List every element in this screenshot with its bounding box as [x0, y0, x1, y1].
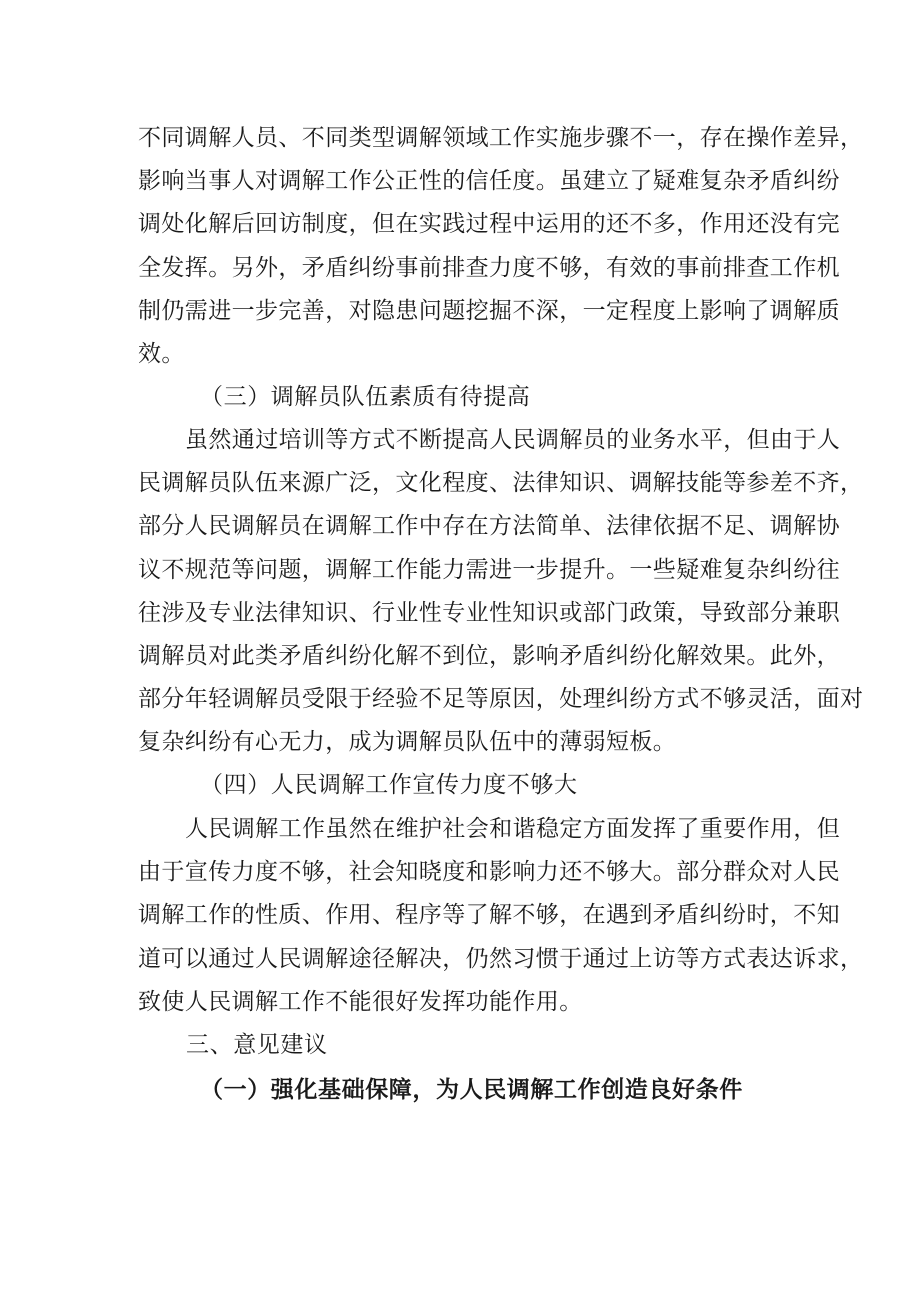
text-line: 部分人民调解员在调解工作中存在方法简单、法律依据不足、调解协: [138, 513, 840, 540]
text-line: 议不规范等问题，调解工作能力需进一步提升。一些疑难复杂纠纷往: [138, 556, 840, 583]
text-line: 部分年轻调解员受限于经验不足等原因，处理纠纷方式不够灵活，面对: [138, 686, 864, 713]
paragraph-publicity: [138, 808, 864, 1024]
paragraph-mediator-quality: [138, 419, 864, 765]
subheading-mediator-quality: （三）调解员队伍素质有待提高: [200, 384, 531, 410]
text-line: 调处化解后回访制度，但在实践过程中运用的还不多，作用还没有完: [138, 211, 840, 238]
section-heading-suggestions: 三、意见建议: [186, 1032, 328, 1058]
text-line: 制仍需进一步完善，对隐患问题挖掘不深，一定程度上影响了调解质: [138, 297, 840, 324]
text-line: 虽然通过培训等方式不断提高人民调解员的业务水平，但由于人: [185, 427, 841, 453]
text-line: 道可以通过人民调解途径解决，仍然习惯于通过上访等方式表达诉求，: [138, 945, 864, 972]
text-line: 人民调解工作虽然在维护社会和谐稳定方面发挥了重要作用，但: [185, 816, 841, 842]
text-line: 致使人民调解工作不能很好发挥功能作用。: [138, 988, 583, 1015]
paragraph-mediation-procedure: [138, 117, 864, 376]
subheading-strengthen-foundation: （一）强化基础保障，为人民调解工作创造良好条件: [200, 1076, 743, 1103]
text-line: 复杂纠纷有心无力，成为调解员队伍中的薄弱短板。: [138, 729, 677, 756]
text-line: 民调解员队伍来源广泛，文化程度、法律知识、调解技能等参差不齐，: [138, 470, 864, 497]
text-line: 调解员对此类矛盾纠纷化解不到位，影响矛盾纠纷化解效果。此外，: [138, 643, 840, 670]
subheading-publicity: （四）人民调解工作宣传力度不够大: [200, 772, 578, 798]
text-line: 全发挥。另外，矛盾纠纷事前排查力度不够，有效的事前排查工作机: [138, 254, 840, 281]
text-line: 往涉及专业法律知识、行业性专业性知识或部门政策，导致部分兼职: [138, 599, 840, 626]
text-line: 不同调解人员、不同类型调解领域工作实施步骤不一，存在操作差异，: [138, 125, 864, 151]
text-line: 由于宣传力度不够，社会知晓度和影响力还不够大。部分群众对人民: [138, 859, 840, 886]
text-line: 影响当事人对调解工作公正性的信任度。虽建立了疑难复杂矛盾纠纷: [138, 168, 840, 195]
text-line: 调解工作的性质、作用、程序等了解不够，在遇到矛盾纠纷时，不知: [138, 902, 840, 929]
text-line: 效。: [138, 341, 185, 368]
